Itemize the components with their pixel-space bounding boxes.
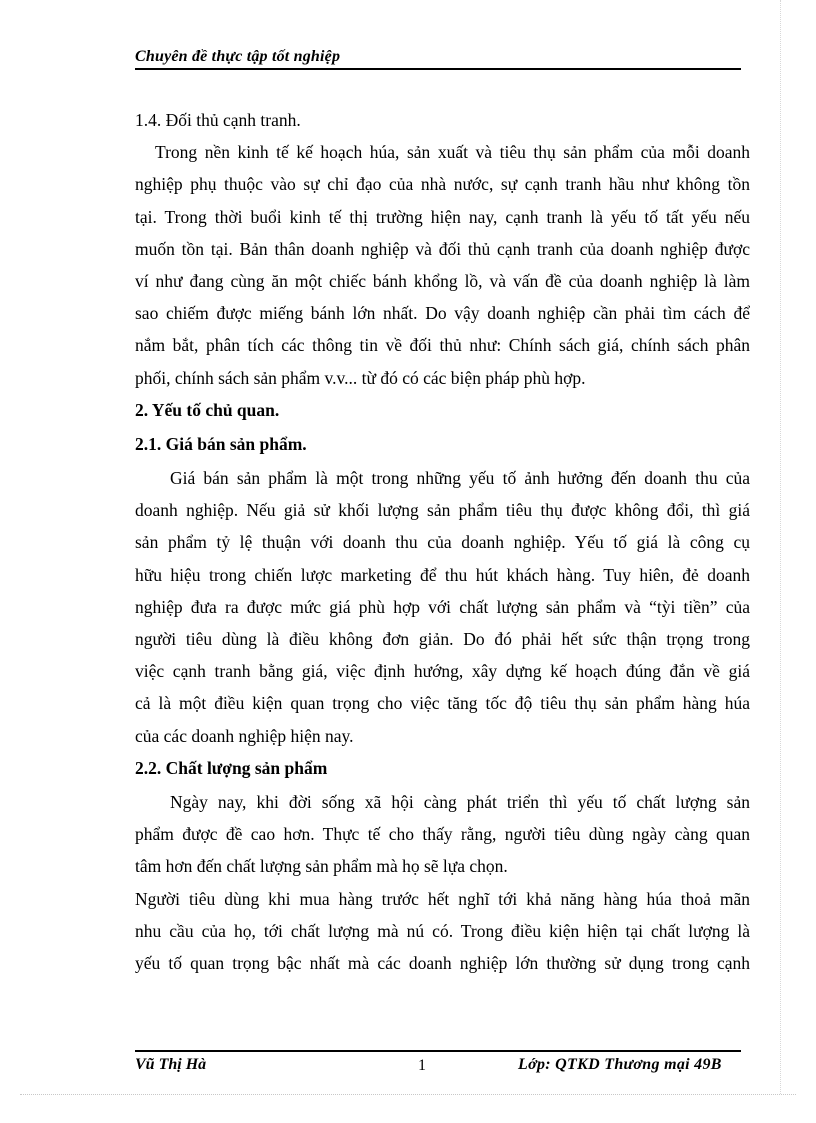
paragraph-line: doanh nghiệp. Nếu giả sử khối lượng sản phẩm tiêu thụ được không đổi, thì giá bbox=[135, 500, 750, 521]
section-heading-2-2: 2.2. Chất lượng sản phẩm bbox=[135, 757, 328, 778]
footer-class-label: Lớp: QTKD Thương mại 49B bbox=[518, 1056, 722, 1073]
footer-divider bbox=[135, 1050, 741, 1052]
paragraph-line: sản phẩm tỷ lệ thuận với doanh thu của doanh nghiệp. Yếu tố giá là công cụ bbox=[135, 532, 750, 553]
paragraph-line: tâm hơn đến chất lượng sản phẩm mà họ sẽ lựa chọn. bbox=[135, 856, 508, 877]
paragraph-line: ví như đang cùng ăn một chiếc bánh khổng lồ, và vấn đề của doanh nghiệp là làm bbox=[135, 270, 750, 291]
page-body bbox=[135, 104, 750, 979]
paragraph-line: phối, chính sách sản phẩm v.v... từ đó có các biện pháp phù hợp. bbox=[135, 367, 586, 388]
paragraph-line: cả là một điều kiện quan trọng cho việc tăng tốc độ tiêu thụ sản phẩm hàng húa bbox=[135, 693, 750, 714]
section-heading-2-1: 2.1. Giá bán sản phẩm. bbox=[135, 433, 307, 454]
section-heading-2: 2. Yếu tố chủ quan. bbox=[135, 399, 280, 420]
paragraph-line: Ngày nay, khi đời sống xã hội càng phát triển thì yếu tố chất lượng sản bbox=[170, 791, 750, 812]
section-heading-1-4: 1.4. Đối thủ cạnh tranh. bbox=[135, 110, 301, 130]
paragraph-line: người tiêu dùng là điều không đơn giản. Do đó phải hết sức thận trọng trong bbox=[135, 629, 750, 649]
page-boundary-right bbox=[780, 0, 781, 1094]
paragraph-line: sao chiếm được miếng bánh lớn nhất. Do vậy doanh nghiệp cần phải tìm cách để bbox=[135, 303, 750, 324]
footer-author: Vũ Thị Hà bbox=[135, 1056, 207, 1073]
paragraph-line: muốn tồn tại. Bản thân doanh nghiệp và đối thủ cạnh tranh của doanh nghiệp được bbox=[135, 238, 750, 259]
paragraph-line: Giá bán sản phẩm là một trong những yếu tố ảnh hưởng đến doanh thu của bbox=[170, 468, 750, 489]
paragraph-line: việc cạnh tranh bằng giá, việc định hướng, xây dựng kế hoạch đúng đắn về giá bbox=[135, 661, 750, 682]
page-boundary-bottom bbox=[20, 1094, 796, 1095]
paragraph-line: nhu cầu của họ, tới chất lượng mà nú có. Trong điều kiện hiện tại chất lượng là bbox=[135, 920, 750, 941]
paragraph-line: Người tiêu dùng khi mua hàng trước hết nghĩ tới khả năng hàng húa thoả mãn bbox=[135, 888, 750, 909]
paragraph-line: tại. Trong thời buổi kinh tế thị trường hiện nay, cạnh tranh là yếu tố tất yếu nếu bbox=[135, 206, 750, 227]
paragraph-line: nghiệp phụ thuộc vào sự chỉ đạo của nhà nước, sự cạnh tranh hầu như không tồn bbox=[135, 174, 750, 195]
paragraph-line: yếu tố quan trọng bậc nhất mà các doanh nghiệp lớn thường sử dụng trong cạnh bbox=[135, 952, 750, 973]
paragraph-line: hữu hiệu trong chiến lược marketing để thu hút khách hàng. Tuy hiên, đẻ doanh bbox=[135, 564, 750, 585]
header-divider bbox=[135, 68, 741, 70]
paragraph-line: của các doanh nghiệp hiện nay. bbox=[135, 725, 354, 746]
paragraph-line: Trong nền kinh tế kế hoạch húa, sản xuất và tiêu thụ sản phẩm của mỗi doanh bbox=[155, 142, 750, 163]
page-number: 1 bbox=[418, 1057, 426, 1074]
running-header-title: Chuyên đề thực tập tốt nghiệp bbox=[135, 48, 341, 65]
paragraph-line: nghiệp đưa ra được mức giá phù hợp với chất lượng sản phẩm và “tỳi tiền” của bbox=[135, 596, 750, 617]
paragraph-line: nắm bắt, phân tích các thông tin về đối thủ như: Chính sách giá, chính sách phân bbox=[135, 335, 750, 356]
paragraph-line: phẩm được đề cao hơn. Thực tế cho thấy rằng, người tiêu dùng ngày càng quan bbox=[135, 824, 750, 845]
